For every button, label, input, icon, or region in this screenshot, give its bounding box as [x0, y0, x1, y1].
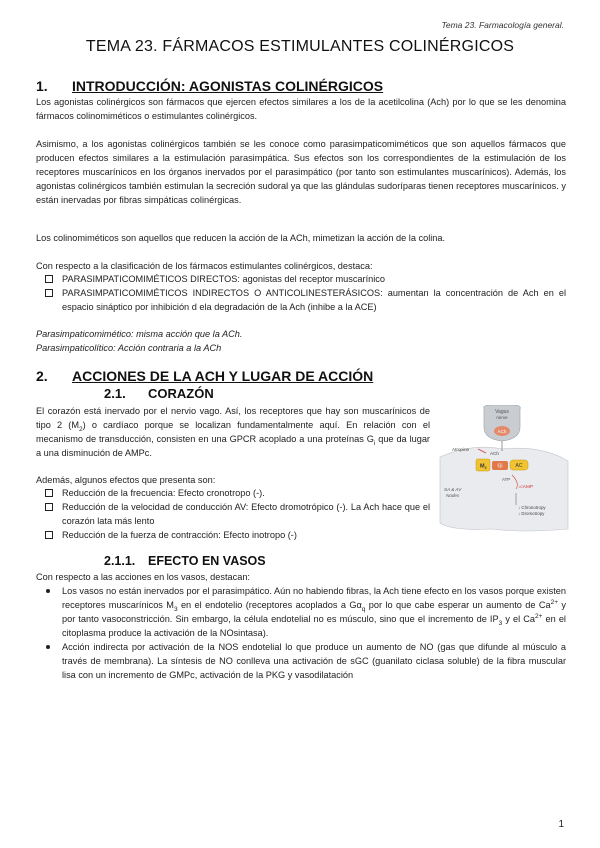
section-2-number: 2.: [36, 368, 48, 384]
ach-label: ACh: [490, 451, 499, 456]
list-item: Reducción de la frecuencia: Efecto cronotropo (-).: [36, 486, 430, 500]
classification-intro: Con respecto a la clasificación de los fármacos estimulantes colinérgicos, destaca:: [36, 261, 373, 271]
intro-paragraph-1: Los agonistas colinérgicos son fármacos que ejercen efectos similares a los de la acetilcolina (Ach) por lo que se les denomina fármacos colinomiméticos o estimulantes colinérgicos.: [36, 97, 566, 121]
section-2-1-title: CORAZÓN: [148, 386, 214, 401]
vagus-label: Vagus: [495, 409, 509, 415]
section-2-title: ACCIONES DE LA ACH Y LUGAR DE ACCIÓN: [72, 368, 374, 384]
section-2-1-1-number: 2.1.1.: [104, 554, 136, 568]
atp-label: ATP: [502, 477, 511, 482]
effects-intro: Además, algunos efectos que presenta son:: [36, 475, 216, 485]
classification-list: [36, 272, 566, 314]
definition-parasimpaticolitico: Parasimpaticolítico: Acción contraria a la ACh: [36, 343, 222, 353]
list-item: Los vasos no están inervados por el parasimpático. Aún no habiendo fibras, la Ach tiene efecto en los vasos porque existen receptores muscarínicos $M_3$ en el endotelio (receptores acoplados a $G\alpha_q$ por lo que cabe esperar un aumento de $Ca^{2+}$ y por tanto vasoconstricción. Sin embargo, la célula endotelial no es músculo, sino que el incremento de $IP_3$ y el $Ca^{2+}$ en el citoplasma produce la activación de la NOsintasa).: [36, 584, 566, 640]
chronotropy-label: ↓ Chronotropy: [518, 505, 546, 510]
heart-paragraph: El corazón está inervado por el nervio vago. Así, los receptores que hay son muscarínicos de tipo 2 $(M_2)$ o cardíaco porque se localizan fundamentalmente aquí. En relación con el mecanismo de transducción, consisten en una GPCR acoplado a una proteínas $G_i$ que da lugar a una disminución de AMPc.: [36, 406, 430, 458]
nerve-label: nerve: [496, 415, 508, 420]
camp-label: ↓cAMP: [518, 485, 534, 490]
ac-label: AC: [515, 463, 523, 469]
section-1-title: INTRODUCCIÓN: AGONISTAS COLINÉRGICOS: [72, 78, 384, 94]
list-item: Acción indirecta por activación de la NOS endotelial lo que produce un aumento de NO (gas que difunde al músculo a través de membrana). La síntesis de NO conlleva una activación de sGC (guanilato ciclasa soluble) de la fibra muscular lisa con un incremento de GMPc, activación de la PKG y vasodilatación: [36, 640, 566, 682]
gi-protein-label: Gi: [497, 463, 503, 470]
definition-parasimpaticomimetico: Parasimpaticomimético: misma acción que la ACh.: [36, 329, 243, 339]
section-2-1-1-title: EFECTO EN VASOS: [148, 554, 266, 568]
list-item: PARASIMPATICOMIMÉTICOS INDIRECTOS O ANTICOLINESTERÁSICOS: aumentan la concentración de Ach en el espacio sináptico por inhibición d ela degradación de la Ach (inhibe a la ACE): [36, 286, 566, 314]
section-2-1-number: 2.1.: [104, 386, 126, 401]
ach-vesicle-label: ACh: [497, 429, 507, 434]
dromotropy-label: ↓ Dromotropy: [518, 511, 545, 516]
intro-paragraph-3: Los colinomiméticos son aquellos que reducen la acción de la ACh, mimetizan la acción de la colina.: [36, 233, 446, 243]
vasos-list: [36, 584, 566, 682]
section-2-1-heading: [104, 386, 214, 401]
section-1-heading: [36, 78, 383, 94]
vagus-heart-diagram: [432, 405, 572, 533]
intro-paragraph-2: Asimismo, a los agonistas colinérgicos también se les conoce como parasimpaticomiméticos que son aquellos fármacos que producen efectos similares a la estimulación parasimpática. Sus efectos son los correspondientes de la estimulación de los receptores muscarínicos en los órganos inervados por el parasimpático (por tanto son estimulantes muscarínicos). Además, los agonistas colinérgicos también estimulan la secreción sudoral ya que las glándulas sudoríparas tienen receptores muscarínicos. y están inervadas por fibras simpáticas colinérgicas.: [36, 139, 566, 205]
section-2-heading: [36, 368, 373, 384]
nodes-label-1: SA & AV: [444, 487, 462, 492]
section-1-number: 1.: [36, 78, 48, 94]
running-head: Tema 23. Farmacología general.: [441, 20, 564, 30]
list-item: Reducción de la fuerza de contracción: Efecto inotropo (-): [36, 528, 430, 542]
m2-receptor-label: $M_2$: [480, 463, 487, 470]
atropine-label: Atropine: [452, 447, 470, 452]
section-2-1-1-heading: [104, 554, 266, 568]
page-number: 1: [558, 819, 564, 830]
list-item: Reducción de la velocidad de conducción AV: Efecto dromotrópico (-). La Ach hace que el corazón lata más lento: [36, 500, 430, 528]
nodes-label-2: Nodes: [446, 493, 460, 498]
list-item: PARASIMPATICOMIMÉTICOS DIRECTOS: agonistas del receptor muscarínico: [36, 272, 566, 286]
heart-effects-list: [36, 486, 430, 542]
document-title: TEMA 23. FÁRMACOS ESTIMULANTES COLINÉRGICOS: [85, 38, 515, 55]
vasos-intro: Con respecto a las acciones en los vasos, destacan:: [36, 572, 250, 582]
